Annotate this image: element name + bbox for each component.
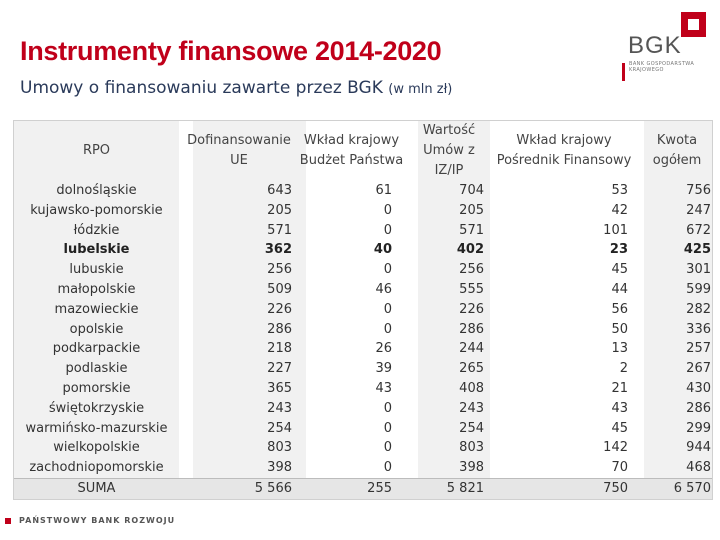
region-name: SUMA bbox=[77, 481, 116, 496]
ue-value: 205 bbox=[267, 202, 292, 218]
region-name: kujawsko-pomorskie bbox=[30, 202, 163, 218]
posrednik-value: 101 bbox=[603, 222, 628, 238]
posrednik-value: 42 bbox=[611, 202, 628, 218]
region-name: warmińsko-mazurskie bbox=[25, 420, 168, 436]
budzet-value: 0 bbox=[383, 262, 392, 278]
ue-value: 803 bbox=[267, 440, 292, 456]
bgk-logo bbox=[622, 12, 712, 82]
table-row bbox=[14, 419, 712, 439]
header-kwota bbox=[642, 131, 712, 171]
budzet-value: 0 bbox=[383, 460, 392, 476]
budzet-value: 0 bbox=[383, 202, 392, 218]
budzet-value: 26 bbox=[375, 341, 392, 357]
financing-table bbox=[13, 120, 713, 500]
kwota-value: 430 bbox=[686, 381, 711, 396]
posrednik-value: 53 bbox=[611, 183, 628, 198]
table-row bbox=[14, 181, 712, 201]
kwota-value: 301 bbox=[686, 262, 711, 278]
region-name: świętokrzyskie bbox=[48, 400, 145, 416]
table-row bbox=[14, 300, 712, 320]
kwota-value: 336 bbox=[686, 321, 711, 337]
footer-text: PAŃSTWOWY BANK ROZWOJU bbox=[19, 516, 176, 525]
region-name: wielkopolskie bbox=[53, 440, 140, 456]
header-budzet-line1: Wkład krajowy bbox=[303, 133, 400, 148]
posrednik-value: 142 bbox=[603, 440, 628, 456]
ue-value: 365 bbox=[267, 381, 292, 396]
ue-value: 5 566 bbox=[254, 481, 292, 496]
kwota-value: 267 bbox=[686, 361, 711, 377]
posrednik-value: 750 bbox=[603, 481, 628, 496]
slide-title: Instrumenty finansowe 2014-2020 bbox=[20, 36, 442, 66]
sum-row bbox=[14, 478, 712, 499]
posrednik-value: 44 bbox=[611, 282, 628, 297]
ue-value: 227 bbox=[267, 361, 292, 377]
wartosc-value: 286 bbox=[459, 321, 484, 337]
ue-value: 398 bbox=[267, 460, 292, 476]
table-row bbox=[14, 339, 712, 359]
wartosc-value: 256 bbox=[459, 262, 484, 278]
region-name: małopolskie bbox=[57, 282, 136, 297]
kwota-value: 282 bbox=[686, 301, 711, 317]
region-name: podlaskie bbox=[65, 361, 128, 377]
posrednik-value: 56 bbox=[611, 301, 628, 317]
subtitle-unit: (w mln zł) bbox=[388, 82, 453, 97]
budzet-value: 0 bbox=[383, 420, 392, 436]
table-row bbox=[14, 280, 712, 300]
wartosc-value: 5 821 bbox=[446, 481, 484, 496]
kwota-value: 247 bbox=[686, 202, 711, 218]
table-row bbox=[14, 359, 712, 379]
subtitle-text: Umowy o finansowaniu zawarte przez BGK bbox=[20, 78, 383, 98]
wartosc-value: 205 bbox=[459, 202, 484, 218]
logo-square-icon bbox=[681, 12, 706, 37]
posrednik-value: 43 bbox=[611, 400, 628, 416]
wartosc-value: 226 bbox=[459, 301, 484, 317]
wartosc-value: 244 bbox=[459, 341, 484, 357]
wartosc-value: 555 bbox=[459, 282, 484, 297]
region-name: lubelskie bbox=[63, 242, 130, 258]
posrednik-value: 50 bbox=[611, 321, 628, 337]
kwota-value: 257 bbox=[686, 341, 711, 357]
wartosc-value: 402 bbox=[456, 242, 484, 258]
region-name: zachodniopomorskie bbox=[29, 460, 164, 476]
budzet-value: 46 bbox=[375, 282, 392, 297]
budzet-value: 0 bbox=[383, 301, 392, 317]
table-row bbox=[14, 201, 712, 221]
budzet-value: 43 bbox=[375, 381, 392, 396]
region-name: podkarpackie bbox=[52, 341, 141, 357]
posrednik-value: 13 bbox=[611, 341, 628, 357]
table-row bbox=[14, 221, 712, 241]
budzet-value: 0 bbox=[383, 222, 392, 238]
region-name: dolnośląskie bbox=[56, 183, 137, 198]
table-row bbox=[14, 320, 712, 340]
wartosc-value: 571 bbox=[459, 222, 484, 238]
region-name: pomorskie bbox=[62, 381, 131, 396]
table-row bbox=[14, 260, 712, 280]
budzet-value: 0 bbox=[383, 440, 392, 456]
wartosc-value: 243 bbox=[459, 400, 484, 416]
header-wartosc bbox=[409, 121, 489, 181]
table-row bbox=[14, 458, 712, 478]
wartosc-value: 803 bbox=[459, 440, 484, 456]
wartosc-value: 254 bbox=[459, 420, 484, 436]
posrednik-value: 23 bbox=[609, 242, 628, 258]
ue-value: 226 bbox=[267, 301, 292, 317]
logo-accent-line bbox=[622, 63, 625, 81]
kwota-value: 299 bbox=[686, 420, 711, 436]
budzet-value: 0 bbox=[383, 321, 392, 337]
header-ue-line2: UE bbox=[230, 153, 248, 168]
header-ue bbox=[179, 131, 299, 171]
header-posrednik-line2: Pośrednik Finansowy bbox=[496, 153, 632, 168]
budzet-value: 255 bbox=[367, 481, 392, 496]
wartosc-value: 398 bbox=[459, 460, 484, 476]
region-name: opolskie bbox=[69, 321, 124, 337]
kwota-value: 6 570 bbox=[673, 481, 711, 496]
header-posrednik bbox=[484, 131, 644, 171]
header-posrednik-line1: Wkład krajowy bbox=[516, 133, 612, 148]
posrednik-value: 45 bbox=[611, 262, 628, 278]
posrednik-value: 70 bbox=[611, 460, 628, 476]
ue-value: 243 bbox=[267, 400, 292, 416]
ue-value: 509 bbox=[267, 282, 292, 297]
logo-tagline: BANK GOSPODARSTWA KRAJOWEGO bbox=[629, 61, 695, 73]
header-wartosc-line1: Wartość bbox=[422, 123, 476, 138]
region-name: mazowieckie bbox=[54, 301, 139, 317]
ue-value: 254 bbox=[267, 420, 292, 436]
header-wartosc-line3: IZ/IP bbox=[434, 163, 464, 178]
posrednik-value: 21 bbox=[611, 381, 628, 396]
wartosc-value: 704 bbox=[459, 183, 484, 198]
table-row bbox=[14, 438, 712, 458]
budzet-value: 39 bbox=[375, 361, 392, 377]
ue-value: 571 bbox=[267, 222, 292, 238]
table-row bbox=[14, 379, 712, 399]
budzet-value: 61 bbox=[375, 183, 392, 198]
header-rpo: RPO bbox=[82, 143, 111, 158]
header-budzet bbox=[294, 131, 409, 171]
wartosc-value: 265 bbox=[459, 361, 484, 377]
region-name: lubuskie bbox=[69, 262, 124, 278]
kwota-value: 599 bbox=[686, 282, 711, 297]
ue-value: 643 bbox=[267, 183, 292, 198]
ue-value: 286 bbox=[267, 321, 292, 337]
footer-brand bbox=[5, 516, 205, 530]
region-name: łódzkie bbox=[73, 222, 120, 238]
header-wartosc-line2: Umów z bbox=[423, 143, 475, 158]
kwota-value: 756 bbox=[686, 183, 711, 198]
table-row bbox=[14, 240, 712, 260]
table-row bbox=[14, 399, 712, 419]
slide-subtitle bbox=[20, 78, 452, 98]
ue-value: 256 bbox=[267, 262, 292, 278]
footer-mark-icon bbox=[5, 518, 11, 524]
posrednik-value: 2 bbox=[619, 361, 628, 377]
kwota-value: 286 bbox=[686, 400, 711, 416]
kwota-value: 468 bbox=[686, 460, 711, 476]
header-kwota-line2: ogółem bbox=[652, 153, 702, 168]
wartosc-value: 408 bbox=[459, 381, 484, 396]
logo-text: BGK bbox=[628, 32, 682, 59]
header-budzet-line2: Budżet Państwa bbox=[299, 153, 404, 168]
ue-value: 218 bbox=[267, 341, 292, 357]
budzet-value: 40 bbox=[373, 242, 392, 258]
header-kwota-line1: Kwota bbox=[656, 133, 698, 148]
kwota-value: 944 bbox=[686, 440, 711, 456]
ue-value: 362 bbox=[264, 242, 292, 258]
header-ue-line1: Dofinansowanie bbox=[187, 133, 291, 148]
posrednik-value: 45 bbox=[611, 420, 628, 436]
budzet-value: 0 bbox=[383, 400, 392, 416]
kwota-value: 672 bbox=[686, 222, 711, 238]
kwota-value: 425 bbox=[683, 242, 711, 258]
